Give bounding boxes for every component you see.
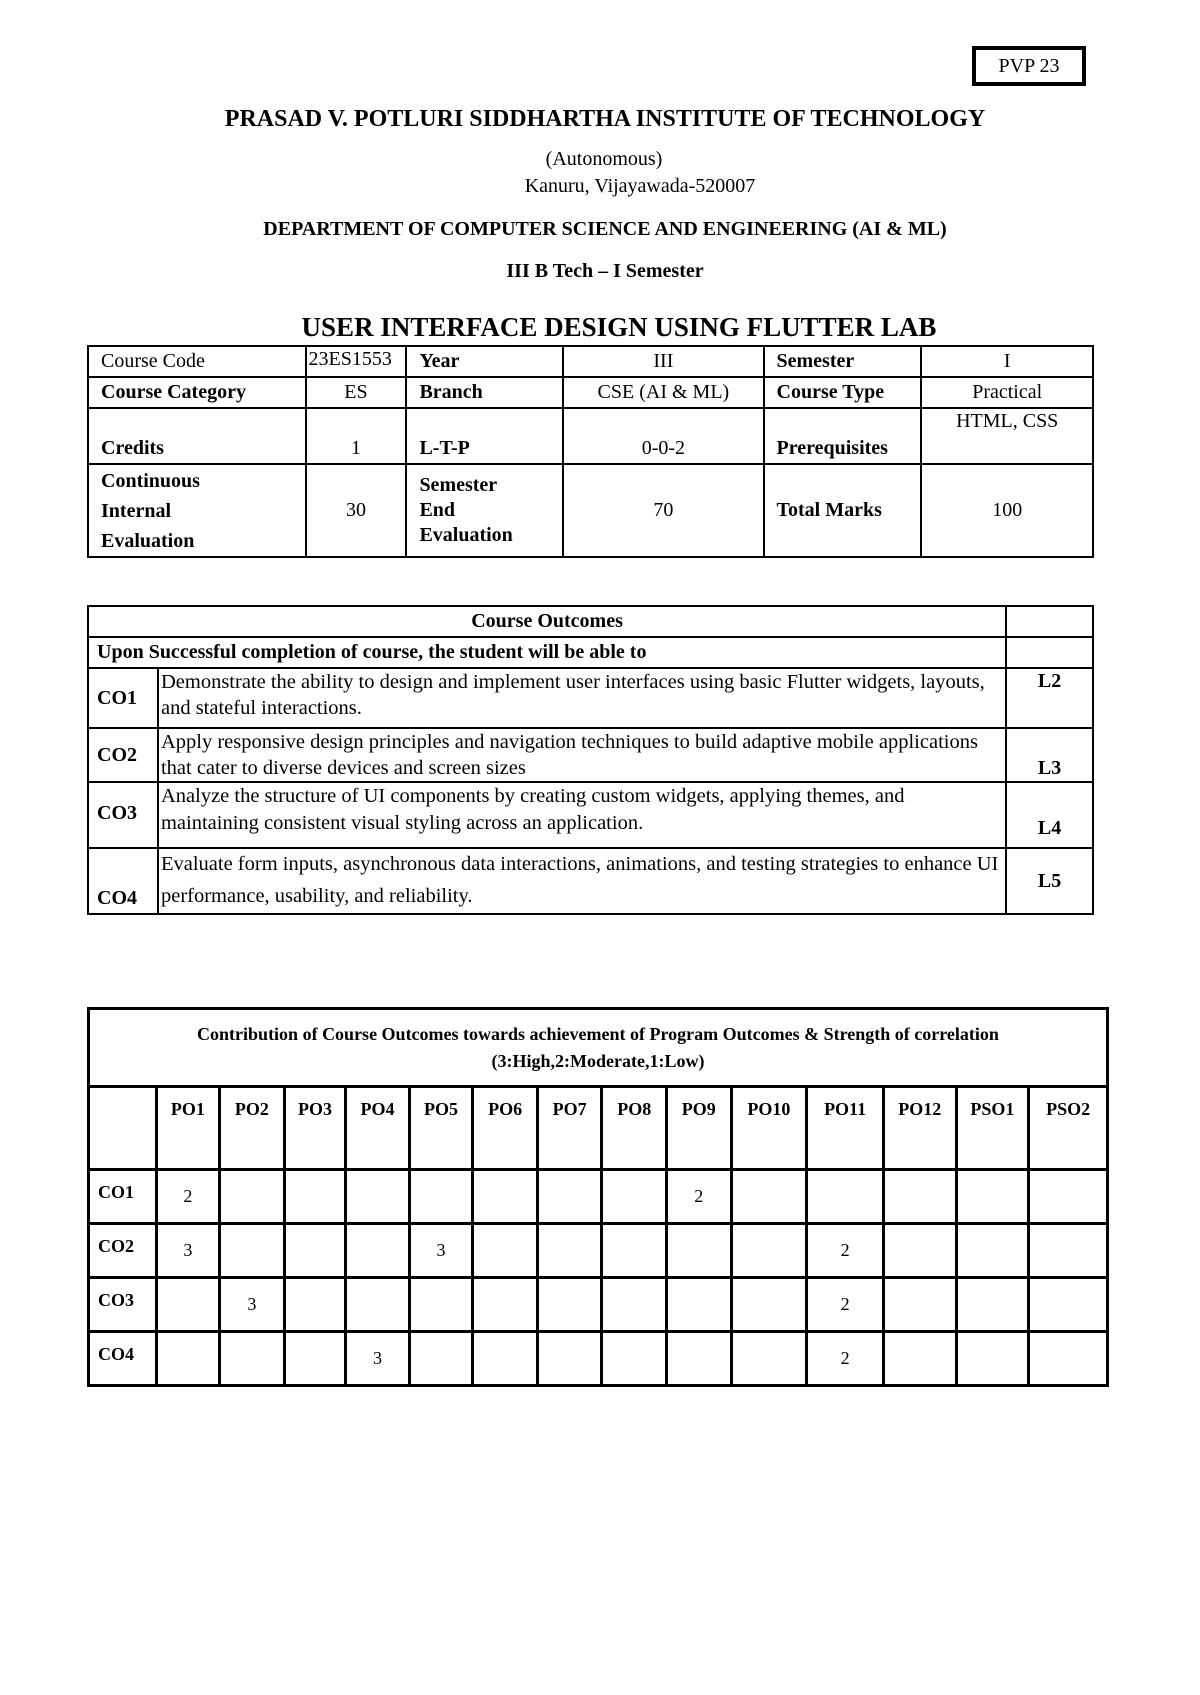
po-column-header: PO2 <box>220 1087 285 1170</box>
course-outcomes-title: Course Outcomes <box>88 606 1006 637</box>
po-column-header: PSO2 <box>1029 1087 1108 1170</box>
mapping-value-cell <box>346 1278 410 1332</box>
mapping-value-cell <box>602 1224 667 1278</box>
mapping-value-cell <box>220 1170 285 1224</box>
po-column-header: PO4 <box>346 1087 410 1170</box>
mapping-title-line2: (3:High,2:Moderate,1:Low) <box>491 1050 705 1071</box>
po-column-header: PO12 <box>883 1087 956 1170</box>
mapping-value-cell <box>409 1170 473 1224</box>
mapping-row <box>89 1332 1108 1386</box>
po-column-header: PO11 <box>807 1087 884 1170</box>
co-po-mapping-table <box>87 1007 1109 1387</box>
course-outcomes-intro: Upon Successful completion of course, the student will be able to <box>88 637 1006 668</box>
mapping-value-cell <box>284 1224 346 1278</box>
co-description: Analyze the structure of UI components by creating custom widgets, applying themes, and maintaining consistent visual styling across an application. <box>158 782 1006 848</box>
mapping-value-cell: 2 <box>807 1332 884 1386</box>
course-type-label: Course Type <box>764 377 922 408</box>
empty-cell <box>1006 637 1093 668</box>
credits-value: 1 <box>306 408 407 464</box>
mapping-value-cell: 2 <box>667 1170 732 1224</box>
cie-label: Continuous Internal Evaluation <box>88 464 306 557</box>
course-type-value: Practical <box>921 377 1093 408</box>
total-marks-label: Total Marks <box>764 464 922 557</box>
co-description: Demonstrate the ability to design and implement user interfaces using basic Flutter widgets, layouts, and stateful interactions. <box>158 668 1006 728</box>
mapping-value-cell <box>667 1224 732 1278</box>
mapping-value-cell <box>284 1278 346 1332</box>
mapping-value-cell <box>883 1170 956 1224</box>
mapping-value-cell <box>883 1332 956 1386</box>
branch-value: CSE (AI & ML) <box>563 377 763 408</box>
course-outcomes-table <box>87 605 1094 915</box>
po-column-header: PO7 <box>537 1087 602 1170</box>
co-code: CO4 <box>88 848 158 914</box>
mapping-value-cell: 2 <box>156 1170 220 1224</box>
prerequisites-label: Prerequisites <box>764 408 922 464</box>
mapping-value-cell <box>667 1332 732 1386</box>
mapping-value-cell <box>883 1224 956 1278</box>
mapping-value-cell: 3 <box>409 1224 473 1278</box>
mapping-value-cell <box>220 1224 285 1278</box>
mapping-value-cell <box>956 1170 1029 1224</box>
mapping-header-row <box>89 1087 1108 1170</box>
po-column-header: PO9 <box>667 1087 732 1170</box>
department-name: DEPARTMENT OF COMPUTER SCIENCE AND ENGINEERING (AI & ML) <box>263 218 947 240</box>
see-value: 70 <box>563 464 763 557</box>
course-category-label: Course Category <box>88 377 306 408</box>
mapping-value-cell <box>473 1278 538 1332</box>
mapping-value-cell <box>883 1278 956 1332</box>
institute-name: PRASAD V. POTLURI SIDDHARTHA INSTITUTE OF TECHNOLOGY <box>224 106 986 132</box>
see-label: Semester End Evaluation <box>406 464 563 557</box>
mapping-value-cell: 3 <box>156 1224 220 1278</box>
po-column-header: PO5 <box>409 1087 473 1170</box>
course-code-value: 23ES1553 <box>306 346 407 377</box>
mapping-value-cell <box>537 1332 602 1386</box>
mapping-value-cell <box>537 1278 602 1332</box>
mapping-value-cell <box>1029 1170 1108 1224</box>
document-code-tag: PVP 23 <box>972 46 1086 86</box>
empty-cell <box>89 1087 157 1170</box>
mapping-value-cell <box>807 1170 884 1224</box>
mapping-value-cell <box>1029 1332 1108 1386</box>
mapping-value-cell <box>956 1332 1029 1386</box>
cie-value: 30 <box>306 464 407 557</box>
year-value: III <box>563 346 763 377</box>
po-column-header: PO6 <box>473 1087 538 1170</box>
mapping-co-label: CO4 <box>89 1332 157 1386</box>
co-code: CO3 <box>88 782 158 848</box>
year-label: Year <box>406 346 563 377</box>
mapping-value-cell: 3 <box>220 1278 285 1332</box>
mapping-value-cell <box>602 1332 667 1386</box>
mapping-value-cell <box>284 1170 346 1224</box>
mapping-row <box>89 1224 1108 1278</box>
course-category-value: ES <box>306 377 407 408</box>
co-level: L4 <box>1006 782 1093 848</box>
co-description: Apply responsive design principles and navigation techniques to build adaptive mobile applications that cater to diverse devices and screen sizes <box>158 728 1006 782</box>
branch-label: Branch <box>406 377 563 408</box>
co-description: Evaluate form inputs, asynchronous data interactions, animations, and testing strategies to enhance UI performance, usability, and reliability. <box>158 848 1006 914</box>
institute-address: Kanuru, Vijayawada-520007 <box>524 175 756 197</box>
mapping-value-cell <box>409 1332 473 1386</box>
semester-value: I <box>921 346 1093 377</box>
mapping-value-cell <box>284 1332 346 1386</box>
total-marks-value: 100 <box>921 464 1093 557</box>
mapping-co-label: CO2 <box>89 1224 157 1278</box>
co-level: L2 <box>1006 668 1093 728</box>
mapping-value-cell <box>1029 1278 1108 1332</box>
course-code-label: Course Code <box>88 346 306 377</box>
mapping-co-label: CO1 <box>89 1170 157 1224</box>
mapping-title-line1: Contribution of Course Outcomes towards achievement of Program Outcomes & Strength of correlation <box>197 1023 999 1044</box>
mapping-value-cell <box>731 1224 807 1278</box>
mapping-value-cell <box>1029 1224 1108 1278</box>
semester-label-cell: Semester <box>764 346 922 377</box>
mapping-value-cell <box>602 1170 667 1224</box>
mapping-title <box>89 1009 1108 1087</box>
mapping-value-cell <box>220 1332 285 1386</box>
co-code: CO1 <box>88 668 158 728</box>
mapping-value-cell <box>667 1278 732 1332</box>
mapping-value-cell <box>602 1278 667 1332</box>
mapping-value-cell <box>346 1170 410 1224</box>
ltp-value: 0-0-2 <box>563 408 763 464</box>
autonomous-label: (Autonomous) <box>545 148 663 170</box>
mapping-value-cell <box>731 1332 807 1386</box>
ltp-label: L-T-P <box>406 408 563 464</box>
mapping-value-cell <box>473 1170 538 1224</box>
po-column-header: PO10 <box>731 1087 807 1170</box>
mapping-value-cell <box>537 1170 602 1224</box>
mapping-value-cell <box>346 1224 410 1278</box>
mapping-value-cell <box>156 1332 220 1386</box>
prerequisites-value: HTML, CSS <box>921 408 1093 464</box>
po-column-header: PO8 <box>602 1087 667 1170</box>
mapping-value-cell <box>473 1332 538 1386</box>
mapping-row <box>89 1278 1108 1332</box>
mapping-value-cell <box>956 1278 1029 1332</box>
mapping-value-cell <box>473 1224 538 1278</box>
mapping-value-cell <box>537 1224 602 1278</box>
mapping-value-cell: 3 <box>346 1332 410 1386</box>
course-info-table <box>87 345 1094 558</box>
co-code: CO2 <box>88 728 158 782</box>
mapping-value-cell: 2 <box>807 1224 884 1278</box>
semester-label: III B Tech – I Semester <box>506 260 704 282</box>
co-level: L5 <box>1006 848 1093 914</box>
mapping-value-cell <box>956 1224 1029 1278</box>
mapping-co-label: CO3 <box>89 1278 157 1332</box>
po-column-header: PO3 <box>284 1087 346 1170</box>
mapping-value-cell <box>156 1278 220 1332</box>
co-level: L3 <box>1006 728 1093 782</box>
mapping-value-cell <box>731 1170 807 1224</box>
course-title: USER INTERFACE DESIGN USING FLUTTER LAB <box>301 312 937 342</box>
mapping-value-cell <box>409 1278 473 1332</box>
credits-label: Credits <box>88 408 306 464</box>
empty-cell <box>1006 606 1093 637</box>
mapping-value-cell: 2 <box>807 1278 884 1332</box>
mapping-row <box>89 1170 1108 1224</box>
mapping-value-cell <box>731 1278 807 1332</box>
po-column-header: PSO1 <box>956 1087 1029 1170</box>
po-column-header: PO1 <box>156 1087 220 1170</box>
